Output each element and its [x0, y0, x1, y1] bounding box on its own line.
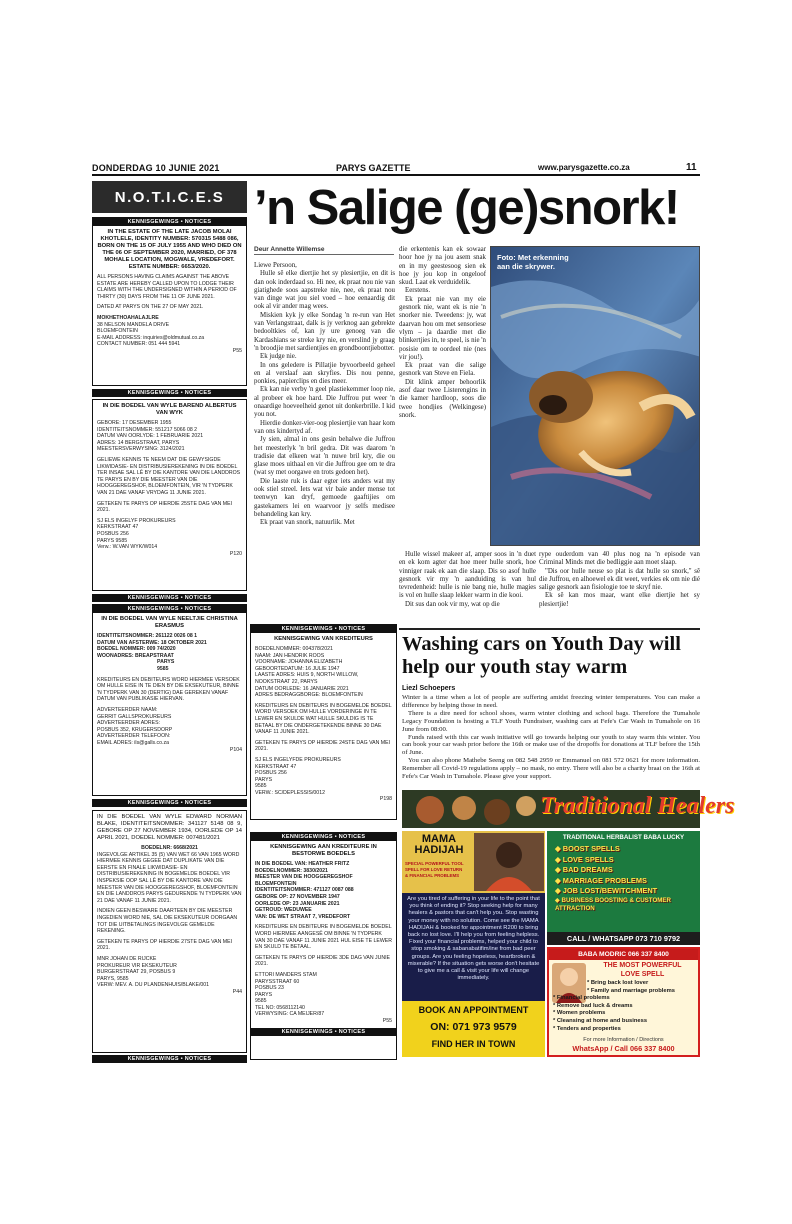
modric-subtitle-2: LOVE SPELL: [620, 971, 665, 978]
article-column-2-continued: [399, 551, 536, 625]
notice-estate-khotlele: [92, 217, 247, 386]
notice-title: KENNISGEWING AAN KREDITEURE IN BESTORWE BOEDELS: [270, 844, 377, 857]
notice-text: PROKUREUR VIR EKSEKUTEUR: [97, 962, 177, 969]
notice-creditors-fritz: [250, 832, 397, 1060]
notice-text: GETEKEN TE PARYS OP HIERDIE 27STE DAG VAN MEI 2021.: [97, 938, 233, 952]
notice-ref: P104: [229, 746, 242, 753]
notice-divider: [92, 594, 247, 602]
notice-title: IN DIE BOEDEL VAN WYLE BAREND ALBERTUS VAN WYK: [102, 403, 237, 416]
mama-town: FIND HER IN TOWN: [431, 1039, 516, 1049]
car-wash-headline: Washing cars on Youth Day will help our youth stay warm: [402, 633, 681, 678]
article-paragraph: In ons geledere is Pillatjie byvoorbeeld geheel en al verslaaf aan skryfies. Dis nou penne, ponkies, papierclips en dies meer.: [254, 361, 395, 386]
notice-text: GEBORE: 17 DESEMBER 1955: [97, 420, 172, 426]
modric-subtitle-1: THE MOST POWERFUL: [603, 962, 682, 969]
article-byline: Deur Annette Willemse: [254, 246, 325, 253]
byline-rule: [254, 254, 394, 255]
article-paragraph: Hulle sê elke diertjie het sy plesiertjie, en dit is dan ook inderdaad so. Hi nee, ek praat nou nie van giatighede soos aapstreke nie, nee, ek praat nou van dinge wat jou siel voed – hoe eenaardig dit ook al vir ander mag wees.: [254, 270, 395, 311]
ad-baba-lucky: [547, 831, 700, 945]
notice-text: POSBUS 256: [97, 530, 129, 537]
mama-tag-3: & FINANCIAL PROBLEMS: [405, 873, 460, 878]
notice-bar: KENNISGEWINGS • NOTICES: [92, 594, 247, 602]
notice-text: 9585: [255, 998, 267, 1005]
notice-text: POSBUS 256: [255, 770, 287, 777]
article-paragraph: Eerstens.: [405, 287, 431, 295]
article-paragraph: Funds raised with this car wash initiative will go towards helping our youth to stay warm this winter. You can book your car wash prior before the 16th or make use of the dropoffs for donations at TLF before the 15th of June.: [402, 733, 700, 757]
mama-title: MAMA HADIJAH: [414, 833, 464, 856]
notice-bar: KENNISGEWINGS • NOTICES: [251, 1028, 396, 1036]
notice-text: CONTACT NUMBER: 051 444 5941: [97, 341, 181, 348]
notice-text: KREDITEURS EN DEBITEURS WORD HIERMEE VERSOEK OM HULLE EISE IN TE DIEN BY DIE EKSEKUTEUR, BINNE 'N TYDPERK VAN 30 (DERTIG) DAE GEREKEN VANAF DATUM VAN PUBLIKASIE HIERVAN.: [97, 676, 240, 703]
notice-text: BOEDELNOMMER: 004378/2021: [255, 646, 333, 652]
notice-text: GETEKEN TE PARYS OP HIERDIE 25STE DAG VAN MEI 2021.: [97, 500, 233, 514]
notices-banner: N.O.T.I.C.E.S: [92, 181, 247, 213]
article-paragraph: "Dis oor hulle neuse so plat is dat hulle so snork," sê die Juffrou, en alhoewel ek dit weet, verkies ek om nie dié salige gesnork aan fisiologie toe te skryf nie.: [539, 567, 700, 592]
article-column-1: [254, 262, 395, 622]
notice-text: IDENTITEITSNOMMER: 261122 0026 08 1: [97, 633, 198, 639]
article-paragraph: Dit sus dan ook vir my, wat op die: [405, 600, 500, 608]
notice-title: IN DIE BOEDEL VAN WYLE NEELTJIE CHRISTINA ERASMUS: [101, 616, 238, 629]
notice-text: IDENTITEITSNOMMER: 471127 0087 088: [255, 887, 354, 894]
notice-bar: KENNISGEWINGS • NOTICES: [92, 799, 247, 807]
article-paragraph: Miskien kyk jy elke Sondag 'n re-run van Het van Verlangstraat, dalk is jy verknog aan gebrekte bedooltkies of, kan jy ure genoeg van die Kardashians se streke kry nie, en verslind jy graag 'n broodjie met sardientjies en grondboontjiebotter.: [254, 311, 395, 352]
baba-service-item: ◆ MARRIAGE PROBLEMS: [555, 875, 647, 885]
baba-service-item: ◆ BUSINESS BOOSTING & CUSTOMER ATTRACTION: [555, 896, 672, 912]
section-rule: [399, 628, 700, 630]
notice-text: DATUM OORLEDE: 16 JANUARIE 2021: [255, 685, 349, 692]
notice-bar: KENNISGEWINGS • NOTICES: [92, 1055, 247, 1063]
article-paragraph: Ek praat van snork, natuurlik. Met: [260, 519, 355, 527]
article-paragraph: Ek kan nie verby 'n geel plastiekemmer loop nie, al probeer ek hoe hard. Die Juffrou put weer 'n onaardige hoeveelheid genot uit donkerbrille. I kid you not.: [254, 386, 395, 419]
notice-estate-blake: [92, 810, 247, 1053]
notice-text: BOEDEL NOMMER: 009 74/2020: [97, 646, 176, 653]
notice-ref: P55: [232, 347, 242, 354]
notice-text: BLOEMFONTEIN: [255, 880, 297, 887]
notice-text: ADRES BEDRAGGBORGE: BLOEMFONTEIN: [255, 692, 363, 699]
notice-text: IDENTITEITSNOMMER: 551217 5066 08 2: [97, 426, 198, 433]
notice-bar: KENNISGEWINGS • NOTICES: [93, 605, 246, 613]
baba-service-item: ◆ BAD DREAMS: [555, 865, 613, 874]
notice-text: GEBORE OP: 27 NOVEMBER 1947: [255, 893, 340, 900]
notice-text: KERKSTRAAT 47: [97, 524, 139, 531]
baba-service-item: ◆ JOB LOST/BEWITCHMENT: [555, 886, 658, 895]
notice-text: VERW.: SC/DEPLESSIS/0012: [255, 789, 325, 796]
notice-text: OORLEDE OP: 23 JANUARIE 2021: [255, 900, 340, 907]
notice-text: INDIEN GEEN BESWARE DAARTEEN BY DIE MEESTER INGEDIEN WORD NIE, SAL DIE EKSEKUTEUR OORGAAN TOT DIE UITBETALINGS INGEVOLGE GEMELDE REKENING.: [97, 908, 238, 935]
notice-text: TEL NO: 0568112140: [255, 1004, 305, 1011]
mama-portrait: [474, 833, 544, 891]
notice-estate-van-wyk: [92, 399, 247, 591]
notice-estate-erasmus: [92, 604, 247, 796]
notice-text: POSBUS 23: [255, 985, 284, 992]
ad-baba-modric: [547, 947, 700, 1057]
article-paragraph: Die laaste ruk is daar egter iets anders wat my ook stiel streel. Iets wat vir baie ander mense tot teenwyn kan dryf, gemoede gaaftijies om gastekamers lei en waarvoor jy selfs medisee behandeling kan kry.: [254, 477, 395, 518]
modric-title: BABA MODRIC 066 337 8400: [578, 951, 669, 958]
article-paragraph: Dit klink amper behoorlik asof daar twee Listerengins in die kamer hardloop, soos die twee hondjies (Welkingese) snork.: [399, 378, 486, 419]
notice-text: VAN: DE WET STRAAT 7, VREDEFORT: [255, 913, 351, 920]
portrait-illustration: [474, 833, 544, 891]
notice-text: ALL PERSONS HAVING CLAIMS AGAINST THE ABOVE ESTATE ARE HEREBY CALLED UPON TO LODGE THEIR CLAIMS WITH THE UNDERSIGNED WITHIN A PERIOD OF THIRTY (30) DAYS FROM THE 11 OF JUNE 2021.: [97, 274, 237, 300]
notice-text: ADVERTEERDER ADRES:: [97, 720, 161, 727]
notice-text: PARYS: [157, 659, 175, 666]
notice-text: EMAIL ADRES: ils@galls.co.za: [97, 739, 169, 746]
notice-text: DATUM VAN AFSTERWE: 18 OKTOBER 2021: [97, 639, 207, 646]
mama-phone: ON: 071 973 9579: [430, 1021, 517, 1033]
mama-tag-2: SPELL FOR LOVE RETURN: [405, 867, 463, 872]
modric-phone: WhatsApp / Call 066 337 8400: [572, 1044, 675, 1053]
article-paragraph: There is a dire need for school shoes, warm winter clothing and school bags. Therefore the Tumahole Legacy Foundation is hosting a TLF Youth Fundraiser, washing cars at Fefe's Car Wash in Tumahole on 16 June from 08:00.: [402, 709, 700, 733]
baba-service-list: [555, 844, 695, 913]
modric-service-item: * Cleansing at home and business: [553, 1017, 648, 1024]
article-paragraph: Ek sê kan mos maar, want elke diertjie het sy plesiertjie!: [539, 592, 700, 608]
header-paper-name: PARYS GAZETTE: [336, 163, 411, 173]
notice-title: IN THE ESTATE OF THE LATE JACOB MOLAI KHOTLELE, IDENTITY NUMBER: 570315 5488 086, BORN ON THE 15 OF JULY 1955 AND WHO DIED ON THE 06 OF SEPTEMBER 2020, MARRIED, OF 378 MOHALE LOCATION, MOGWALE, VREDEFORT. ESTATE NUMBER: 6653/2020.: [97, 229, 242, 270]
notice-text: ADVERTEERDER NAAM:: [97, 706, 158, 713]
notice-creditors-roos: [250, 624, 397, 820]
notice-text: KERKSTRAAT 47: [255, 763, 297, 770]
modric-service-item: * Financial problems: [553, 995, 610, 1002]
article-headline: ’n Salige (ge)snork!: [254, 181, 679, 235]
notice-text: ADVERTEERDER TELEFOON:: [97, 733, 171, 740]
header-rule: [92, 174, 700, 176]
photo-caption: Foto: Met erkenning aan die skrywer.: [497, 253, 569, 271]
notice-text: 9585: [157, 665, 169, 672]
notice-text: ETTORI MANDERS STAM: [255, 971, 317, 978]
notice-text: WOONADRES: BREAPSTRAAT: [97, 652, 174, 659]
baba-title: TRADITIONAL HERBALIST BABA LUCKY: [562, 834, 685, 841]
article-paragraph: Ek praat van die salige gesnork van Steve en Fiela.: [399, 362, 486, 378]
article-paragraph: You can also phone Mathebe Seeng on 082 548 2959 or Emmanuel on 081 572 0621 for more information. Remember all Covid-19 regulations apply – no mask, no entry. There will also be a charity braai on the 16th at Fefe's Car Wash in Tumahole. Please give your support.: [402, 757, 700, 781]
article-paragraph: Liewe Persoon,: [254, 262, 297, 269]
notice-bar: KENNISGEWINGS • NOTICES: [93, 218, 246, 226]
notice-title: IN DIE BOEDEL VAN WYLE EDWARD NORMAN BLAKE, IDENTITEITSNOMMER: 341127 5148 08 9, GEBORE OP 27 NOVEMBER 1934, OORLEDE OP 14 APRIL 2021, DOEDEL NOMMER: 007481/2021: [97, 814, 242, 841]
notice-text: SJ ELS INGELYFDE PROKUREURS: [255, 756, 341, 763]
notice-text: BLOEMFONTEIN: [97, 328, 138, 335]
article-photo-sleeping-dog: [490, 246, 700, 546]
baba-phone: CALL / WHATSAPP 073 710 9792: [566, 934, 681, 943]
page-number: 11: [686, 162, 697, 173]
article-paragraph: Hierdie donker-vier-oog plesiertjie van haar kom van ons kindertyd af.: [254, 419, 395, 435]
car-wash-byline: Liezl Schoepers: [402, 685, 456, 692]
notice-ref: P44: [232, 988, 242, 995]
notice-text: INGEVOLGE ARTIKEL 35 (5) VAN WET 66 VAN 1965 WORD HIERMEE KENNIS GEGEE DAT DUPLIKATE VAN DIE EERSTE EN FINALE LIKWIDASIE- EN DISTRIBUSIEREKENING IN BOGEMELDE BOEDEL VIR INSPEKSIE OOP SAL LÊ BY DIE KANTORE VAN DIE MEESTER VAN DIE HOOGGEREGSHOF, BLOEMFONTEIN EN DIE LANDDROS PARYS GEDURENDE 'N TYDPERK VAN 21 DAE VANAF 11 JUNIE 2021.: [97, 851, 242, 904]
notice-text: 9585: [255, 783, 267, 790]
notice-text: PARYS: [255, 776, 273, 783]
notice-ref: P198: [379, 796, 392, 803]
car-wash-body: [402, 694, 700, 786]
notice-text: DATUM VAN OORLYDE: 1 FEBRUARIE 2021: [97, 433, 204, 440]
article-paragraph: Winter is a time when a lot of people are suffering amidst freezing winter temperatures. You can make a difference by helping those in need.: [402, 694, 700, 709]
mama-body: Are you tired of suffering in your life to the point that you think of ending it? Stop seeking help for many healers & pastors that can't help you. Stop wasting your money with no solution. Come see the MAMA HADIJAH & booked for appointment R200 to bring back no lost love. I'll help you from feeling helpless. Fixed your financial problems, helped your child to stop smoking & sabanabatifim/ine from bad peer groups. Are you feeling hopeless, heartbroken & miserable? If the situation gets worse don't hesitate to give me a call & visit your life will change immediately.: [407, 896, 540, 982]
notice-text: PARYS 9585: [97, 537, 128, 544]
notice-text: GELIEWE KENNIS TE NEEM DAT DIE GEWYSIGDE LIKWIDASIE- EN DISTRIBUSIEREKENING IN DIE BOEDEL TER INSAE SAL LÊ BY DIE KANTORE VAN DIE LANDDROS TE PARYS EN BY DIE MEESTER VAN DIE HOOGGEREGSHOF, BLOEMFONTEIN, VIR 'N TYDPERK VAN 21 DAE VANAF VRYDAG 11 JUNIE 2021.: [97, 456, 241, 496]
dog-photo-illustration: [491, 247, 700, 546]
notice-text: MEESTERSVERWYSING: 3124/2021: [97, 446, 185, 453]
header-date: DONDERDAG 10 JUNIE 2021: [92, 163, 220, 173]
article-paragraph: Ek praat nie van my eie gesnork nie, want ek is nie 'n snorker nie. Tweedens: jy, wat daarvan hou om met sensoriese vlym – ja daardie met die blinkertjies in, te speel, is nie 'n posisie om te oordeel nie (nes vir jou!).: [399, 295, 486, 361]
article-paragraph: Jy sien, almal in ons gesin behalwe die Juffrou het meesterlyk 'n bril gedra. Dit was daarom 'n tradisie dat elkeen wat 'n nuwe bril kry, die ou glase moes uithaal en vir die Juffrou gee om te dra (wat sy met oorgawe en trots gedoen het).: [254, 436, 395, 477]
notice-text: E-MAIL ADDRESS: inquiries@oldmutual.co.za: [97, 334, 205, 341]
notice-text: VOORNAME: JOHANNA ELIZABETH: [255, 659, 343, 666]
article-column-3: [539, 551, 700, 625]
notice-text: BOEDELNOMMER: 3830/2021: [255, 867, 328, 874]
modric-service-item: * Tenders and properties: [553, 1025, 621, 1032]
mama-cta: BOOK AN APPOINTMENT: [418, 1005, 529, 1015]
notice-text: KREDITEURE EN DEBITEURE IN BOGEMELDE BOEDEL WORD HIERMEE AANGESÊ OM BINNE 'N TYDPERK VAN 30 DAE VANAF 11 JUNIE 2021 HUL EISE TE LEWER EN SKULD TE BETAAL.: [255, 924, 392, 951]
mama-tag-1: SPECIAL POWERFUL TOOL: [405, 861, 464, 866]
notice-text: BOEDELNR: 6668/2021: [141, 845, 198, 851]
notice-divider: [92, 1055, 247, 1063]
modric-service-list: [553, 980, 695, 1033]
notice-text: POSBUS 352, KRUGERSDORP: [97, 726, 173, 733]
ad-mama-hadijah: [402, 831, 545, 1057]
notice-text: VERWYSING: CA MEIJER/87: [255, 1011, 325, 1018]
modric-more: For more Information / Directions: [583, 1037, 664, 1043]
notice-text: IN DIE BOEDEL VAN: HEATHER FRITZ: [255, 861, 350, 867]
article-paragraph: Hulle wissel makeer af, amper soos in 'n duet en ek kom agter dat hoe meer hulle snork, hoe vinniger raak ek aan die slaap. Dis so asof hulle gesnork vir my 'n aanduiding is van hul tevredenheid: hulle is nie bang nie, hulle magies is vol en hulle slaap lekker warm in die kooi.: [399, 551, 536, 600]
notice-text: LAASTE ADRES: HUIS 9, NORTH WILLOW, NOOKSTRAAT 22, PARYS: [255, 672, 359, 685]
notice-text: SJ ELS INGELYF PROKUREURS: [97, 517, 176, 524]
article-paragraph: die erkentenis kan ek sowaar hoor hoe jy na jou asem snak en in my geestesoog sien ek hoe jy jou kop in ongeloof skud. Laat ek verduidelik.: [399, 246, 486, 287]
notice-bar: KENNISGEWINGS • NOTICES: [251, 833, 396, 841]
notice-text: MNR JOHAN DE RIJCKE: [97, 955, 157, 962]
modric-service-item: * Women problems: [553, 1010, 606, 1017]
traditional-healers-title: Traditional Healers: [540, 793, 735, 819]
notice-text: DATED AT PARYS ON THE 27 OF MAY 2021.: [97, 304, 204, 311]
modric-service-item: * Family and marriage problems: [587, 987, 675, 994]
notice-divider: [92, 799, 247, 807]
notice-title: KENNISGEWING VAN KREDITEURS: [274, 636, 373, 642]
notice-text: 38 NELSON MANDELA DRIVE: [97, 321, 170, 328]
notice-divider: [92, 389, 247, 397]
notice-text: VERW: MEV. A. DU PLANDENHUIS/BLAKE/001: [97, 982, 210, 989]
notice-text: GETEKEN TE PARYS OP HIERDIE 3DE DAG VAN JUNIE 2021.: [255, 954, 391, 968]
header-website: www.parysgazette.co.za: [538, 163, 630, 172]
baba-service-item: ◆ BOOST SPELLS: [555, 844, 620, 853]
notice-text: MEESTER VAN DIE HOOGGEREGSHOF: [255, 874, 353, 881]
notice-text: GETEKEN TE PARYS OP HIERDIE 24STE DAG VAN MEI 2021.: [255, 739, 391, 753]
notice-text: KREDITEURS EN DEBITEURS IN BOGEMELDE BOEDEL WORD VERSOEK OM HULLE VORDERINGE IN TE LEWER EN SKULDE WAT HULLE SKULDIG IS TE BETAAL BY DIE ONDERGETEKENDE BINNE 30 DAE VANAF 11 JUNIE 2021.: [255, 702, 392, 736]
baba-service-item: ◆ LOVE SPELLS: [555, 854, 614, 864]
modric-service-item: * Bring back lost lover: [587, 980, 649, 986]
notice-text: MOKHETHOAHALAJLRE: [97, 314, 159, 321]
notice-bar: KENNISGEWINGS • NOTICES: [251, 625, 396, 633]
notice-text: PARYSSTRAAT 60: [255, 978, 300, 985]
notice-text: GEBOORTEDATUM: 16 JULIE 1947: [255, 665, 340, 672]
modric-service-item: * Remove bad luck & dreams: [553, 1002, 633, 1009]
notice-text: GETROUD: WEDUWEE: [255, 907, 312, 914]
notice-text: NAAM: JAN HENDRIK ROOS: [255, 652, 325, 659]
article-paragraph: rype ouderdom van 40 plus nog na 'n episode van Criminal Minds met die bedliggie aan moet slaap.: [539, 551, 700, 567]
article-paragraph: Ek judge nie.: [260, 353, 297, 361]
notice-text: BURGERSTRAAT 29, POSBUS 9: [97, 969, 176, 976]
notice-bar: KENNISGEWINGS • NOTICES: [92, 389, 247, 397]
notice-text: GERRIT GALLSPROKUREURS: [97, 713, 172, 720]
notice-ref: P120: [229, 550, 242, 557]
notice-text: PARYS, 9585: [97, 975, 129, 982]
notice-ref: P55: [382, 1018, 392, 1025]
notice-text: Verw.: W.VAN WYK/W014: [97, 544, 158, 551]
notice-text: PARYS: [255, 991, 273, 998]
notice-text: ADRES: 14 BERGSTRAAT, PARYS: [97, 439, 180, 446]
